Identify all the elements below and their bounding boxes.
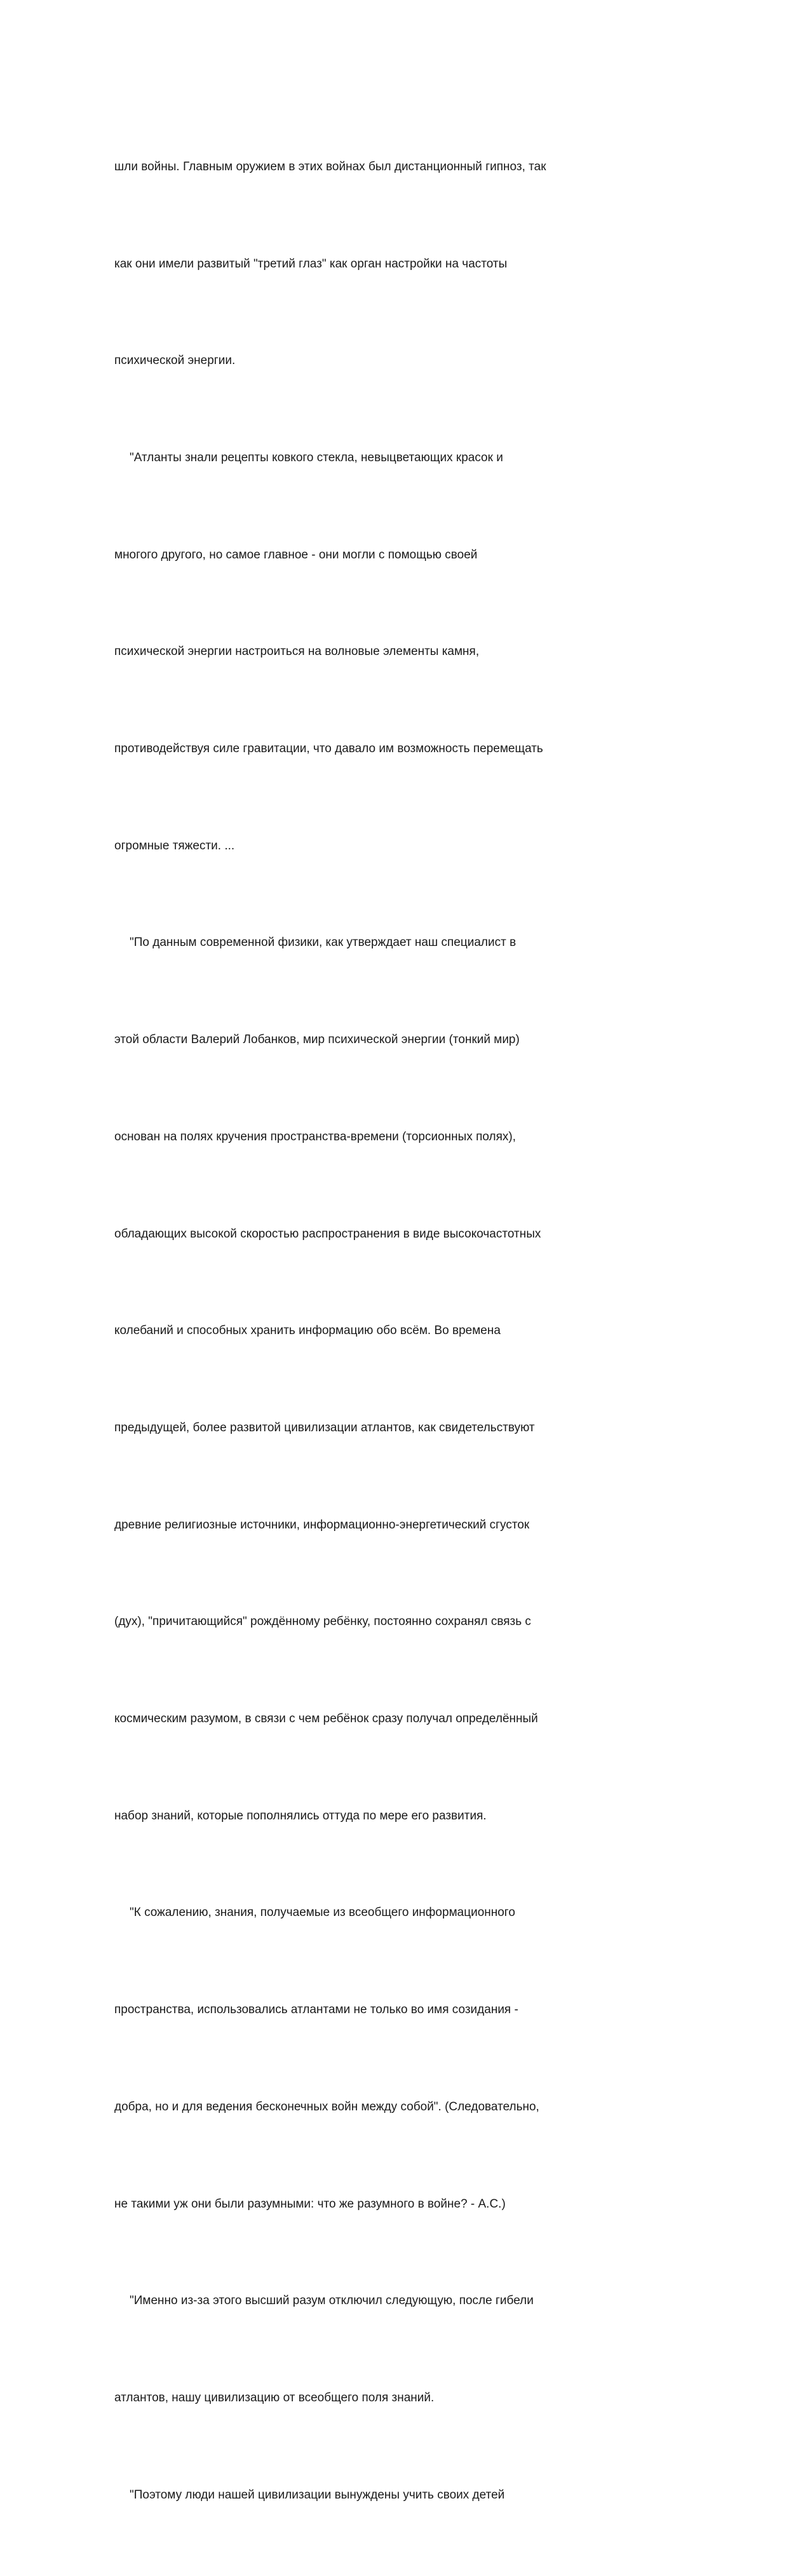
text-line: психической энергии настроиться на волновые элементы камня,	[114, 645, 480, 659]
text-line: противодействуя силе гравитации, что давало им возможность перемещать	[114, 742, 543, 756]
paragraph-first-line: "Поэтому люди нашей цивилизации вынуждены учить своих детей	[130, 2488, 505, 2502]
text-line: добра, но и для ведения бесконечных войн между собой". (Следовательно,	[114, 2100, 539, 2114]
text-line: как они имели развитый "третий глаз" как орган настройки на частоты	[114, 257, 508, 271]
text-line: основан на полях кручения пространства-времени (торсионных полях),	[114, 1130, 516, 1143]
text-line: не такими уж они были разумными: что же разумного в войне? - А.С.)	[114, 2197, 506, 2211]
text-line: этой области Валерий Лобанков, мир психической энергии (тонкий мир)	[114, 1033, 520, 1047]
text-line: обладающих высокой скоростью распространения в виде высокочастотных	[114, 1227, 541, 1241]
text-line: пространства, использовались атлантами не только во имя созидания -	[114, 2003, 518, 2017]
paragraph-first-line: "К сожалению, знания, получаемые из всеобщего информационного	[130, 1906, 515, 1920]
text-line: огромные тяжести. ...	[114, 839, 235, 853]
paragraph-first-line: "Именно из-за этого высший разум отключил следующую, после гибели	[130, 2294, 534, 2308]
text-line: колебаний и способных хранить информацию обо всём. Во времена	[114, 1324, 501, 1338]
paragraph-first-line: "Атланты знали рецепты ковкого стекла, невыцветающих красок и	[130, 450, 503, 464]
text-line: (дух), "причитающийся" рождённому ребёнку, постоянно сохранял связь с	[114, 1615, 531, 1629]
text-line: атлантов, нашу цивилизацию от всеобщего поля знаний.	[114, 2391, 435, 2404]
text-line: предыдущей, более развитой цивилизации атлантов, как свидетельствуют	[114, 1420, 535, 1434]
text-line: многого другого, но самое главное - они могли с помощью своей	[114, 548, 478, 562]
text-line: шли войны. Главным оружием в этих войнах был дистанционный гипноз, так	[114, 159, 546, 173]
body-text	[114, 86, 597, 2576]
text-line: древние религиозные источники, информационно-энергетический сгусток	[114, 1518, 530, 1532]
text-line: психической энергии.	[114, 354, 236, 368]
text-line: набор знаний, которые пополнялись оттуда по мере его развития.	[114, 1809, 487, 1823]
text-line: космическим разумом, в связи с чем ребёнок сразу получал определённый	[114, 1712, 538, 1726]
paragraph-first-line: "По данным современной физики, как утверждает наш специалист в	[130, 936, 516, 950]
